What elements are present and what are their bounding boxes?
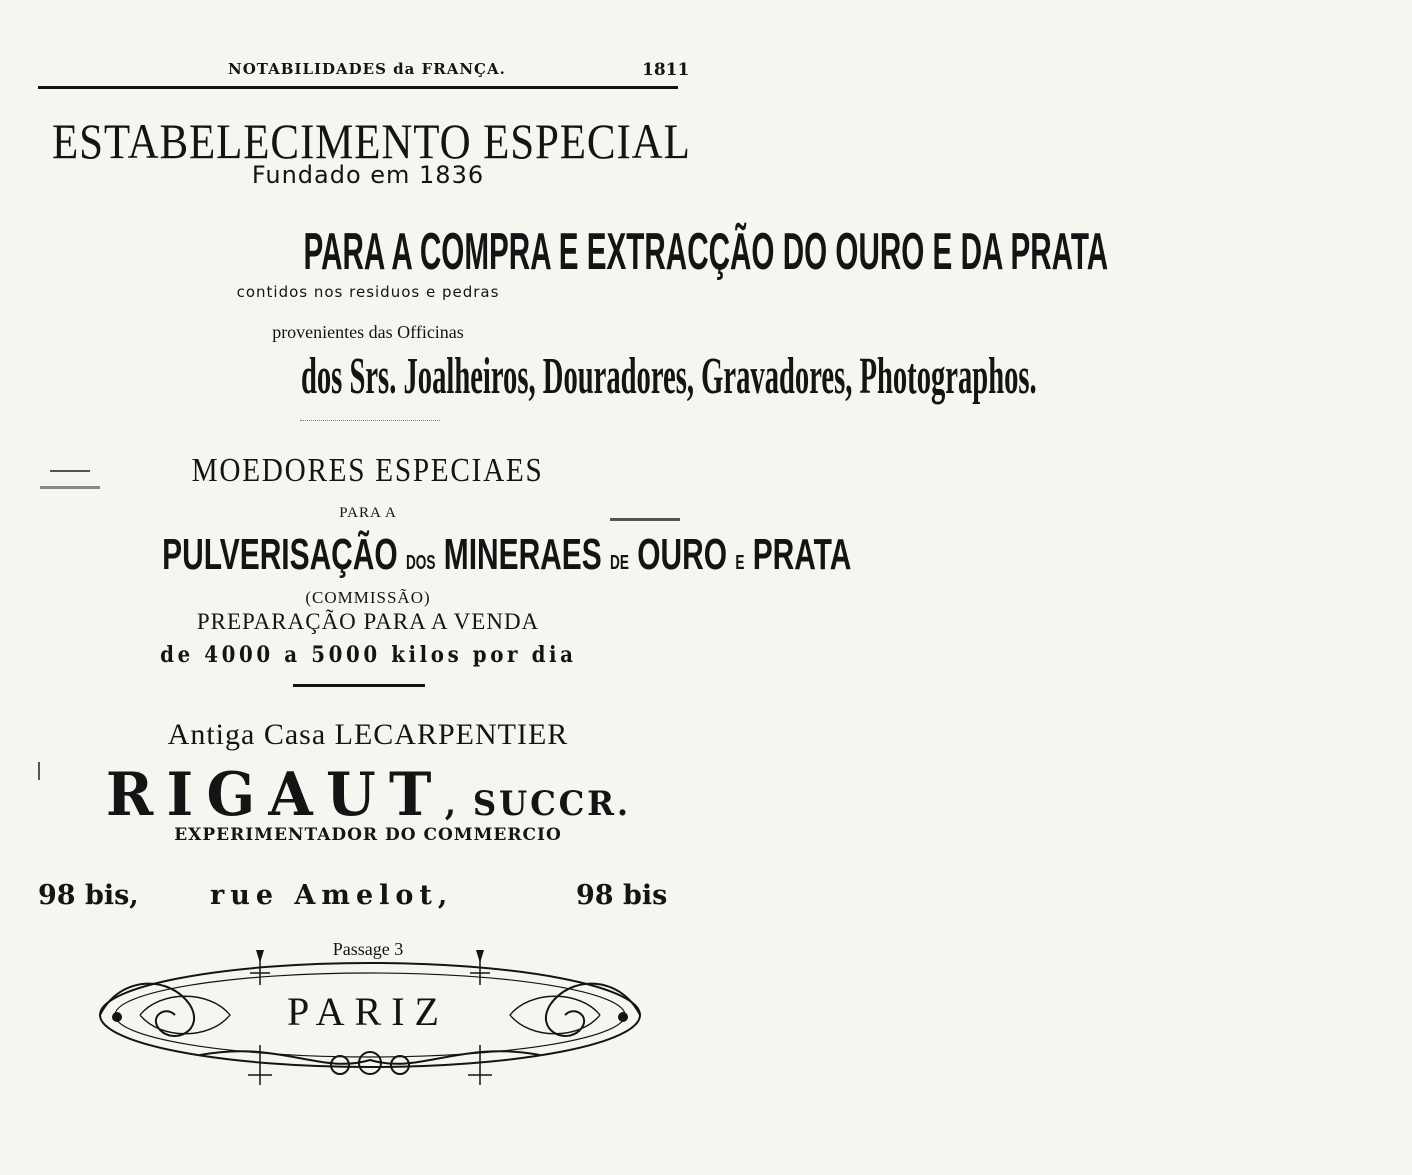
old-house-line: Antiga Casa LECARPENTIER	[167, 718, 569, 751]
page-number: 1811	[642, 60, 690, 80]
thin-divider	[300, 420, 440, 421]
pulv-word: DOS	[405, 552, 436, 574]
pulv-word: PULVERISAÇÃO	[162, 530, 398, 579]
commission-line: (COMMISSÃO)	[305, 588, 431, 607]
preparation-line: PREPARAÇÃO PARA A VENDA	[196, 609, 540, 634]
pulv-word: DE	[610, 552, 629, 574]
capacity-line	[0, 642, 736, 668]
mills-heading	[0, 452, 736, 490]
brand-name-text: RIGAUT	[105, 760, 445, 830]
print-blemish	[610, 518, 680, 521]
print-blemish	[50, 470, 90, 472]
middle-rule	[293, 684, 425, 687]
address-number-right: 98 bis	[576, 880, 668, 911]
print-blemish	[38, 762, 40, 780]
para-line: PARA A	[339, 505, 397, 521]
brand-name	[0, 760, 736, 830]
print-blemish	[40, 486, 100, 489]
brand-successor: , SUCCR.	[444, 784, 631, 824]
city-name: PARIZ	[287, 989, 449, 1034]
provenance-line: provenientes das Officinas	[272, 322, 464, 342]
pulv-word: PRATA	[752, 530, 852, 579]
header-rule	[38, 86, 678, 89]
pulv-word: MINERAES	[443, 530, 602, 579]
purpose-headline	[0, 222, 1109, 282]
trades-text: dos Srs. Joalheiros, Douradores, Gravadores, Photographos.	[300, 348, 1037, 405]
mills-text: MOEDORES ESPECIAES	[192, 452, 544, 489]
pulv-word: E	[735, 552, 745, 574]
pulv-word: OURO	[637, 530, 728, 579]
running-head: NOTABILIDADES da FRANÇA.	[228, 60, 506, 78]
passage-line: Passage 3	[332, 939, 404, 959]
experimenter-line: EXPERIMENTADOR DO COMMERCIO	[174, 825, 562, 845]
pulverisation-headline	[0, 530, 852, 580]
address-number-left: 98 bis,	[38, 880, 139, 911]
ad-title-text: ESTABELECIMENTO ESPECIAL	[51, 113, 691, 169]
address-street: rue Amelot,	[210, 880, 454, 911]
founded-line: Fundado em 1836	[251, 161, 485, 189]
purpose-text: PARA A COMPRA E EXTRACÇÃO DO OURO E DA PRATA	[303, 223, 1109, 281]
trades-headline	[0, 347, 1037, 406]
capacity-text: de 4000 a 5000 kilos por dia	[159, 642, 577, 668]
contained-line: contidos nos residuos e pedras	[236, 283, 500, 301]
